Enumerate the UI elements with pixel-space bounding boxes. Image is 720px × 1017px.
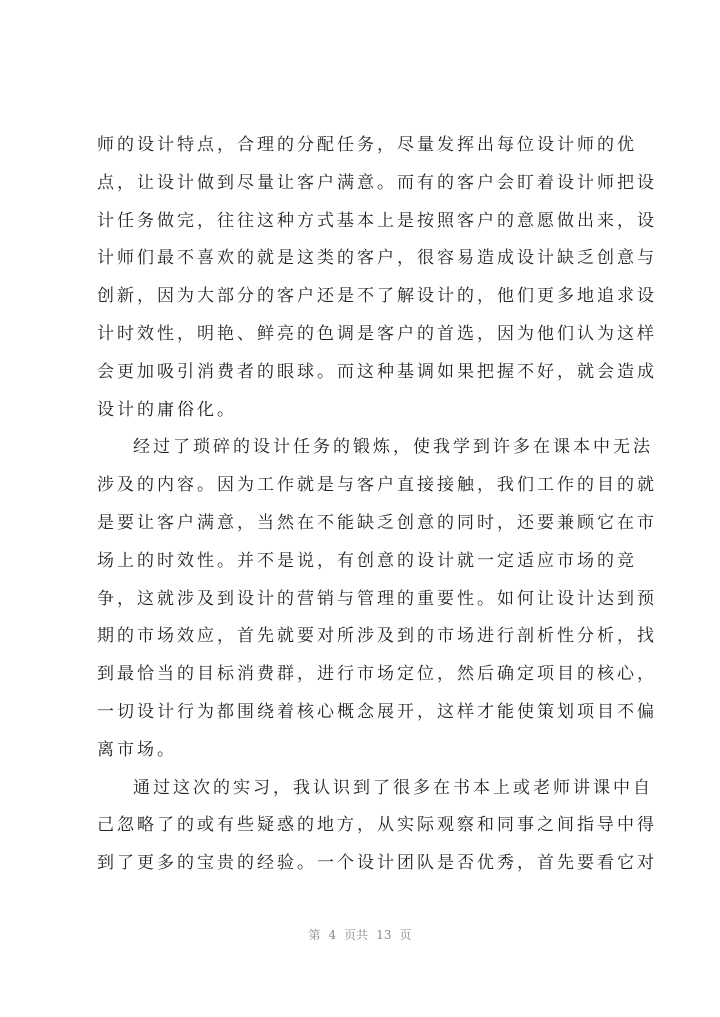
text-line: 到了更多的宝贵的经验。一个设计团队是否优秀，首先要看它对 <box>97 853 657 874</box>
text-line: 计师们最不喜欢的就是这类的客户，很容易造成设计缺乏创意与 <box>97 248 657 269</box>
text-line: 设计的庸俗化。 <box>97 399 237 420</box>
text-line: 通过这次的实习，我认识到了很多在书本上或老师讲课中自 <box>133 777 653 798</box>
text-line: 经过了琐碎的设计任务的锻炼，使我学到许多在课本中无法 <box>133 437 653 458</box>
footer-middle: 页共 <box>344 928 369 942</box>
page-footer <box>0 926 720 943</box>
text-line: 计时效性，明艳、鲜亮的色调是客户的首选，因为他们认为这样 <box>97 324 657 344</box>
text-line: 会更加吸引消费者的眼球。而这种基调如果把握不好，就会造成 <box>97 361 657 382</box>
text-line: 己忽略了的或有些疑惑的地方，从实际观察和同事之间指导中得 <box>97 815 657 836</box>
text-line: 场上的时效性。并不是说，有创意的设计就一定适应市场的竞 <box>97 550 637 571</box>
text-line: 点，让设计做到尽量让客户满意。而有的客户会盯着设计师把设 <box>97 172 657 193</box>
footer-prefix: 第 <box>308 928 321 942</box>
text-line: 离市场。 <box>97 739 177 760</box>
text-line: 到最恰当的目标消费群，进行市场定位，然后确定项目的核心， <box>97 664 657 685</box>
text-line: 争，这就涉及到设计的营销与管理的重要性。如何让设计达到预 <box>97 588 657 609</box>
text-line: 涉及的内容。因为工作就是与客户直接接触，我们工作的目的就 <box>97 475 657 496</box>
text-line: 计任务做完，往往这种方式基本上是按照客户的意愿做出来，设 <box>97 210 657 231</box>
text-line: 创新，因为大部分的客户还是不了解设计的，他们更多地追求设 <box>97 286 657 307</box>
footer-suffix: 页 <box>399 928 412 942</box>
text-line: 一切设计行为都围绕着核心概念展开，这样才能使策划项目不偏 <box>97 702 657 722</box>
text-line: 师的设计特点，合理的分配任务，尽量发挥出每位设计师的优 <box>97 135 637 155</box>
text-line: 期的市场效应，首先就要对所涉及到的市场进行剖析性分析，找 <box>97 626 657 647</box>
total-pages: 13 <box>376 928 392 942</box>
current-page-number: 4 <box>328 928 337 942</box>
text-line: 是要让客户满意，当然在不能缺乏创意的同时，还要兼顾它在市 <box>97 513 657 533</box>
